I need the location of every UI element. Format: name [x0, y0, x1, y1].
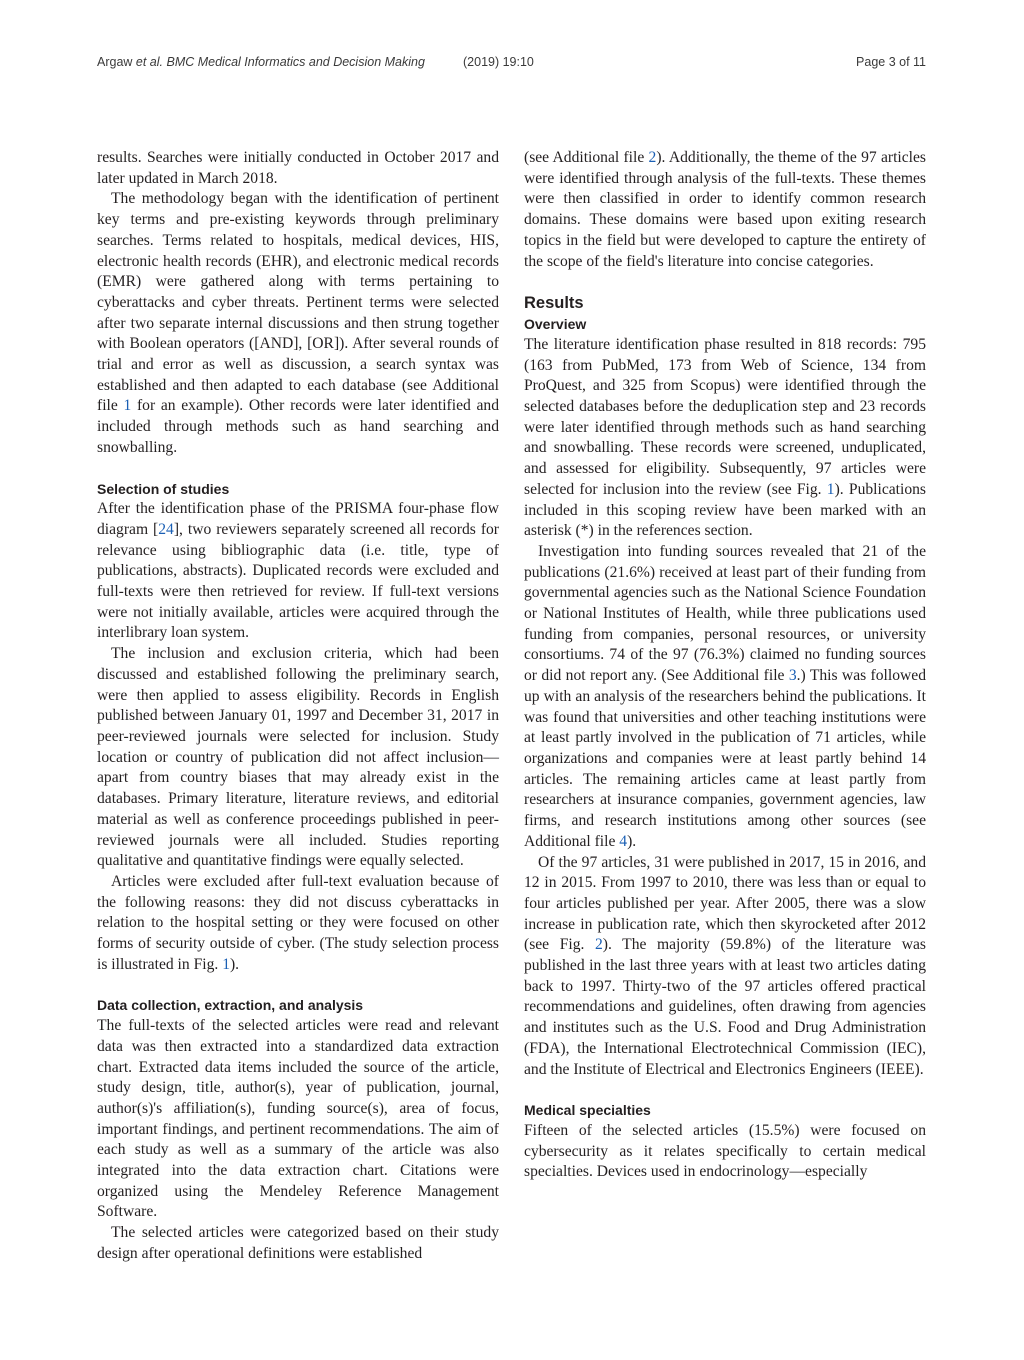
section-heading-selection: Selection of studies: [97, 480, 230, 497]
page-number: Page 3 of 11: [856, 55, 926, 69]
section-heading-medical-specialties: Medical specialties: [524, 1102, 651, 1119]
paragraph: The literature identification phase resulted in 818 records: 795 (163 from PubMed, 173 from Web of Science, 134 from ProQuest, and 325 from Scopus) were identified through the selected databases before the deduplication step and 23 records were later identified through methods such as hand searching and snowballing. These records were screened, unduplicated, and assessed for eligibility. Subsequently, 97 articles were selected for inclusion into the review (see Fig. 1). Publications included in this scoping review have been marked with an asterisk (*) in the references section.: [524, 335, 926, 540]
section-heading-overview: Overview: [524, 316, 587, 333]
running-head-citation: (2019) 19:10: [463, 55, 534, 69]
additional-file-link[interactable]: 4: [619, 832, 628, 850]
figure-link[interactable]: 1: [826, 480, 835, 498]
paragraph: The methodology began with the identification of pertinent key terms and pre-existing keywords through preliminary searches. Terms related to hospitals, medical devices, HIS, electronic health records (EHR), and electronic medical records (EMR) were gathered along with terms pertaining to cyberattacks and cyber threats. Pertinent terms were selected after two separate internal discussions and then strung together with Boolean operators ([AND], [OR]). After several rounds of trial and error as well as discussion, a search syntax was established and then adapted to each database (see Additional file 1 for an example). Other records were later identified and included through methods such as hand searching and snowballing.: [97, 190, 499, 456]
additional-file-link[interactable]: 3: [788, 667, 797, 685]
running-head: [97, 55, 926, 71]
section-heading-data-collection: Data collection, extraction, and analysis: [97, 997, 364, 1014]
paragraph: Of the 97 articles, 31 were published in 2017, 15 in 2016, and 12 in 2015. From 1997 to 2010, there was less than or equal to four articles published per year. After 2005, there was a slow increase in publication rate, which then skyrocketed after 2012 (see Fig. 2). The majority (59.8%) of the literature was published in the last three years with at least two articles dating back to 1997. Thirty-two of the 97 articles offered practical recommendations and guidelines, often drawing from agencies and institutes such as the U.S. Food and Drug Administration (FDA), the International Electrotechnical Commission (IEC), and the Institute of Electrical and Electronics Engineers (IEEE).: [524, 853, 926, 1078]
paragraph: Fifteen of the selected articles (15.5%) were focused on cybersecurity as it relates specifically to certain medical specialties. Devices used in endocrinology—especially: [524, 1121, 926, 1181]
paragraph: (see Additional file 2). Additionally, the theme of the 97 articles were identified through analysis of the full-texts. These themes were then classified in order to identify common research domains. These domains were based upon exiting research topics in the field but were developed to capture the entirety of the scope of the field's literature into concise categories.: [524, 149, 927, 270]
running-head-journal: et al. BMC Medical Informatics and Decision Making: [132, 55, 425, 69]
paragraph: The selected articles were categorized based on their study design after operational definitions were established: [97, 1224, 499, 1262]
paragraph: The full-texts of the selected articles were read and relevant data was then extracted into a standardized data extraction chart. Extracted data items included the source of the article, study design, title, author(s), year of publication, journal, author(s)'s affiliation(s), funding source(s), area of focus, important findings, and pertinent recommendations. The aim of each study as well as a summary of the article was also integrated into the data extraction chart. Citations were organized using the Mendeley Reference Management Software.: [97, 1017, 499, 1221]
running-head-authors: Argaw et al. BMC Medical Informatics and Decision Making: [97, 55, 425, 69]
additional-file-link[interactable]: 1: [123, 397, 132, 415]
paragraph: After the identification phase of the PRISMA four-phase flow diagram [24], two reviewers separately screened all records for relevance using bibliographic data (i.e. title, type of publications, abstracts). Duplicated records were excluded and full-texts were then retrieved for review. If full-text versions were not initially available, articles were acquired through the interlibrary loan system.: [97, 500, 499, 642]
right-column: [524, 148, 926, 1183]
figure-link[interactable]: 1: [222, 955, 230, 973]
paragraph: Investigation into funding sources revealed that 21 of the publications (21.6%) received at least part of their funding from governmental agencies such as the National Science Foundation or National Institutes of Health, while three publications used funding from companies, personal resources, or university consortiums. 74 of the 97 (76.3%) claimed no funding sources or did not report any. (See Additional file 3.) This was followed up with an analysis of the researchers behind the publications. It was found that universities and other teaching institutions were at least partly involved in the publication of 71 articles, while organizations and companies were at least partly behind 14 articles. The remaining articles came at least partly from researchers at insurance companies, government agencies, law firms, and research institutions among other sources (see Additional file 4).: [524, 542, 926, 850]
section-heading-results: Results: [524, 294, 584, 313]
paragraph: The inclusion and exclusion criteria, which had been discussed and established following the preliminary search, were then applied to assess eligibility. Records in English published between January 01, 1997 and December 31, 2017 in peer-reviewed journals were selected for inclusion. Study location or country of publication did not affect inclusion—apart from country biases that may already exist in the databases. Primary literature, literature reviews, and editorial material as well as conference proceedings published in peer-reviewed journals were all included. Studies reporting qualitative and quantitative findings were equally selected.: [97, 645, 499, 870]
paragraph: Articles were excluded after full-text evaluation because of the following reasons: they did not discuss cyberattacks in relation to the hospital setting or they were focused on other forms of security outside of cyber. (The study selection process is illustrated in Fig. 1).: [97, 872, 499, 973]
additional-file-link[interactable]: 2: [648, 149, 657, 166]
paragraph: results. Searches were initially conducted in October 2017 and later updated in March 2018.: [97, 149, 499, 187]
figure-link[interactable]: 2: [594, 936, 603, 954]
citation-link[interactable]: 24: [158, 520, 174, 538]
left-column: [97, 148, 499, 1265]
